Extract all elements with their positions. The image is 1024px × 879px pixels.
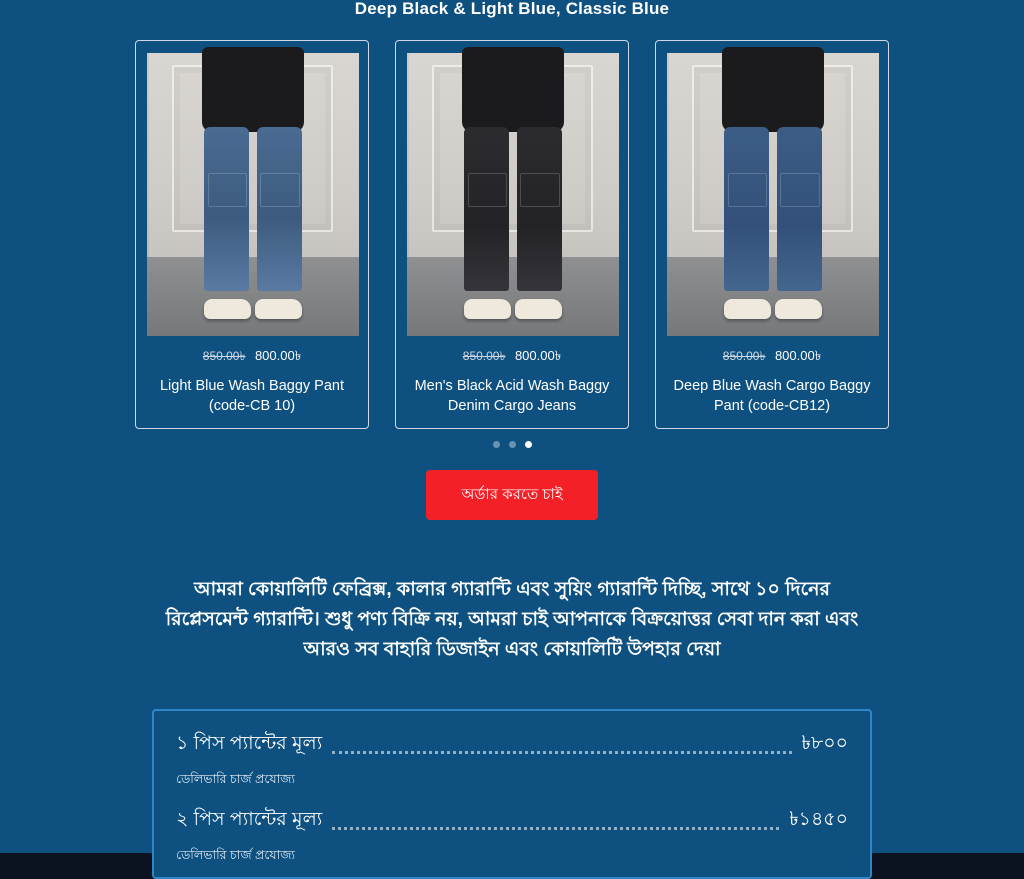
product-carousel	[142, 40, 882, 448]
order-now-button[interactable]: অর্ডার করতে চাই	[426, 470, 598, 520]
product-image[interactable]	[407, 53, 619, 336]
product-card[interactable]	[655, 40, 889, 429]
product-title[interactable]: Light Blue Wash Baggy Pant (code-CB 10)	[159, 378, 345, 414]
product-new-price: 800.00৳	[774, 348, 822, 363]
product-price-row	[667, 347, 877, 368]
delivery-charge-note: ডেলিভারি চার্জ প্রযোজ্য	[176, 772, 296, 786]
product-title[interactable]: Deep Blue Wash Cargo Baggy Pant (code-CB12)	[673, 378, 871, 414]
product-old-price: 850.00৳	[462, 349, 506, 363]
carousel-dot[interactable]	[509, 441, 516, 448]
product-photo-mock	[147, 53, 359, 336]
product-card[interactable]	[395, 40, 629, 429]
price-line-leader	[332, 826, 779, 830]
product-old-price: 850.00৳	[722, 349, 766, 363]
price-line-leader	[332, 750, 791, 754]
price-line-label: ২ পিস প্যান্টের মূল্য	[176, 809, 323, 830]
price-line-label: ১ পিস প্যান্টের মূল্য	[176, 733, 323, 754]
product-new-price: 800.00৳	[514, 348, 562, 363]
guarantee-text: আমরা কোয়ালিটি ফেব্রিক্স, কালার গ্যারান্টি এবং সুয়িং গ্যারান্টি দিচ্ছি, সাথে ১০ দিনের রিপ্লেসমেন্ট গ্যারান্টি। শুধু পণ্য বিক্রি নয়, আমরা চাই আপনাকে বিক্রয়োত্তর সেবা দান করা এবং আরও সব বাহারি ডিজাইন এবং কোয়ালিটি উপহার দেয়া	[165, 579, 859, 660]
price-line-value: ৳১৪৫০	[789, 809, 848, 830]
carousel-pagination	[142, 441, 882, 448]
cta-container	[0, 470, 1024, 520]
pricing-box	[152, 709, 872, 879]
product-title[interactable]: Men's Black Acid Wash Baggy Denim Cargo Jeans	[414, 378, 610, 414]
product-old-price: 850.00৳	[202, 349, 246, 363]
product-photo-mock	[667, 53, 879, 336]
carousel-dot-active[interactable]	[525, 441, 532, 448]
product-price-row	[147, 347, 357, 368]
price-line-value: ৳৮০০	[801, 733, 848, 754]
page-title: Deep Black & Light Blue, Classic Blue	[354, 0, 670, 18]
price-line	[176, 729, 848, 761]
product-price-row	[407, 347, 617, 368]
product-card[interactable]	[135, 40, 369, 429]
product-new-price: 800.00৳	[254, 348, 302, 363]
price-line	[176, 805, 848, 837]
product-card-list	[142, 40, 882, 429]
product-image[interactable]	[667, 53, 879, 336]
product-photo-mock	[407, 53, 619, 336]
product-image[interactable]	[147, 53, 359, 336]
carousel-dot[interactable]	[493, 441, 500, 448]
delivery-charge-note: ডেলিভারি চার্জ প্রযোজ্য	[176, 848, 296, 862]
